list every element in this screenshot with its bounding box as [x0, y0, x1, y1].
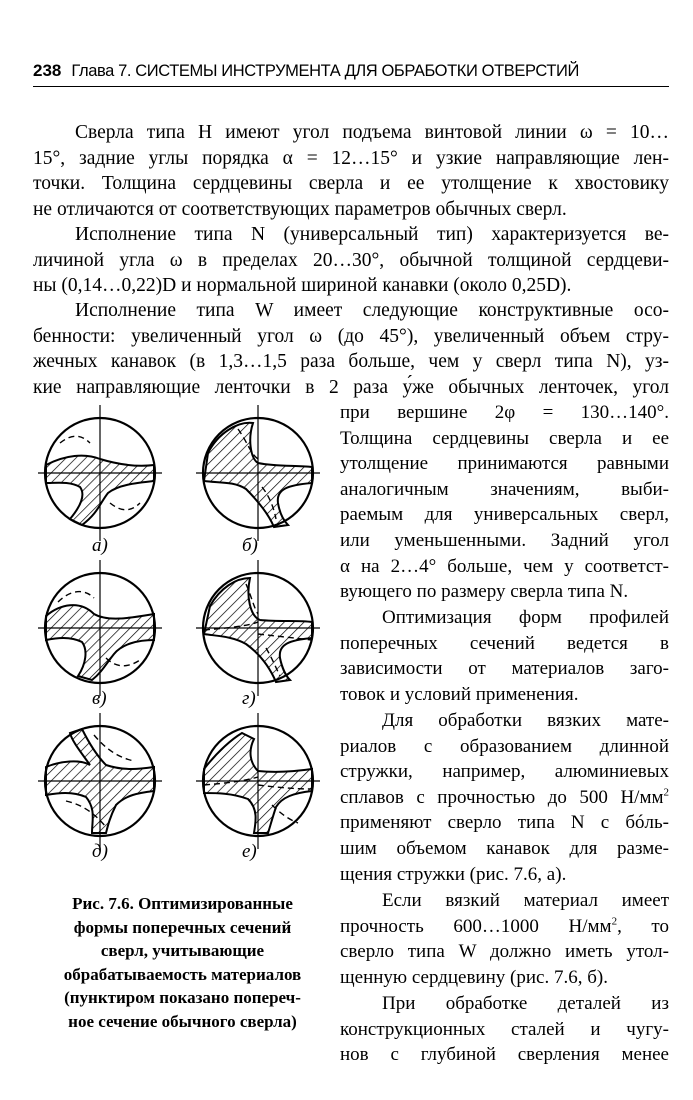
section-d: [38, 713, 162, 849]
figure-caption: [30, 892, 335, 1033]
text-line: Если вязкий материал имеет: [382, 890, 669, 911]
figure-label-b: б): [242, 535, 258, 556]
figure-label-g: г): [242, 688, 256, 709]
caption-line: обрабатываемость материалов: [63, 964, 302, 984]
header-rule: [33, 86, 669, 87]
section-a: [38, 405, 162, 541]
text-line: щенную сердцевину (рис. 7.6, б).: [340, 966, 608, 988]
text-line: 15°, задние углы порядка α = 12…15° и узкие направляющие лен-: [33, 147, 669, 169]
chapter-title: Глава 7. СИСТЕМЫ ИНСТРУМЕНТА ДЛЯ ОБРАБОТКИ ОТВЕРСТИЙ: [71, 62, 579, 80]
text-line: бенности: увеличенный угол ω (до 45°), увеличенный объем стру-: [33, 325, 669, 347]
figure-label-v: в): [92, 688, 107, 709]
text-line: вующего по размеру сверла типа N.: [340, 581, 629, 603]
figure-7-6-drawing: [30, 403, 330, 873]
text-line: нов с глубиной сверления менее: [340, 1044, 669, 1066]
text-line: стружки, например, алюминиевых: [340, 761, 669, 783]
paragraph-3: [33, 298, 669, 400]
text-line: не отличаются от соответствующих параметров обычных сверл.: [33, 198, 567, 220]
text-line: жечных канавок (в 1,3…1,5 раза больше, чем у сверл типа N), уз-: [33, 351, 669, 373]
text-line: Сверла типа Н имеют угол подъема винтовой линии ω = 10…: [75, 122, 669, 143]
text-line: поперечных сечений ведется в: [340, 632, 669, 654]
paragraph-1: [33, 120, 669, 222]
text-line: ны (0,14…0,22)D и нормальной шириной канавки (около 0,25D).: [33, 275, 572, 297]
text-line: кие направляющие ленточки в 2 раза у́же обычных ленточек, угол: [33, 376, 669, 398]
text-line: шим объемом канавок для разме-: [340, 837, 669, 859]
text-line: прочность 600…1000 $Н/мм^2$, то: [340, 915, 669, 937]
text-line: Для обработки вязких мате-: [382, 710, 669, 731]
text-line: риалов с образованием длинной: [340, 735, 669, 757]
caption-line: ное сечение обычного сверла): [68, 1011, 297, 1031]
text-line: Исполнение типа W имеет следующие конструктивные осо-: [75, 300, 669, 321]
figure-label-d: д): [92, 841, 108, 862]
right-column-para-e: [340, 991, 669, 1068]
text-line: зависимости от материалов заго-: [340, 658, 669, 680]
text-line: Оптимизация форм профилей: [382, 607, 669, 628]
text-line: щения стружки (рис. 7.6, а).: [340, 863, 567, 885]
text-line: сверло типа W должно иметь утол-: [340, 941, 669, 963]
section-v: [38, 560, 162, 696]
running-header: [33, 60, 669, 84]
caption-line: сверл, учитывающие: [100, 941, 265, 960]
section-g: [196, 560, 320, 696]
caption-line: (пунктиром показано попереч-: [64, 988, 301, 1007]
page-number: 238: [33, 61, 62, 80]
right-column-para-d: [340, 888, 669, 990]
text-line: товок и условий применения.: [340, 683, 579, 705]
text-line: α на 2…4° больше, чем у соответст-: [340, 555, 669, 577]
text-line: личиной угла ω в пределах 20…30°, обычной толщиной сердцеви-: [33, 249, 669, 271]
text-line: аналогичным значениям, выби-: [340, 478, 669, 500]
text-line: или уменьшенными. Задний угол: [340, 529, 669, 551]
text-line: утолщение принимаются равными: [340, 453, 669, 475]
text-line: конструкционных сталей и чугу-: [340, 1018, 669, 1040]
text-line: Толщина сердцевины сверла и ее: [340, 427, 669, 449]
right-column-para-b: [340, 605, 669, 707]
right-column-para-a: [340, 400, 669, 605]
section-b: [196, 405, 320, 541]
text-line: точки. Толщина сердцевины сверла и ее утолщение к хвостовику: [33, 173, 669, 195]
caption-line: формы поперечных сечений: [73, 917, 292, 937]
caption-line: Рис. 7.6. Оптимизированные: [72, 894, 293, 913]
section-e: [196, 713, 320, 849]
right-column-para-c: [340, 708, 669, 887]
text-line: Исполнение типа N (универсальный тип) характеризуется ве-: [75, 224, 669, 245]
text-line: раемым для универсальных сверл,: [340, 504, 669, 526]
figure-label-e: е): [242, 841, 257, 862]
figure-label-a: а): [92, 535, 108, 556]
text-line: применяют сверло типа N с бóль-: [340, 812, 669, 834]
figure-7-6: [30, 403, 330, 873]
paragraph-2: [33, 222, 669, 299]
text-line: при вершине 2φ = 130…140°.: [340, 402, 669, 423]
text-line: сплавов с прочностью до 500 $Н/мм^2$: [340, 786, 669, 808]
text-line: При обработке деталей из: [382, 993, 669, 1014]
